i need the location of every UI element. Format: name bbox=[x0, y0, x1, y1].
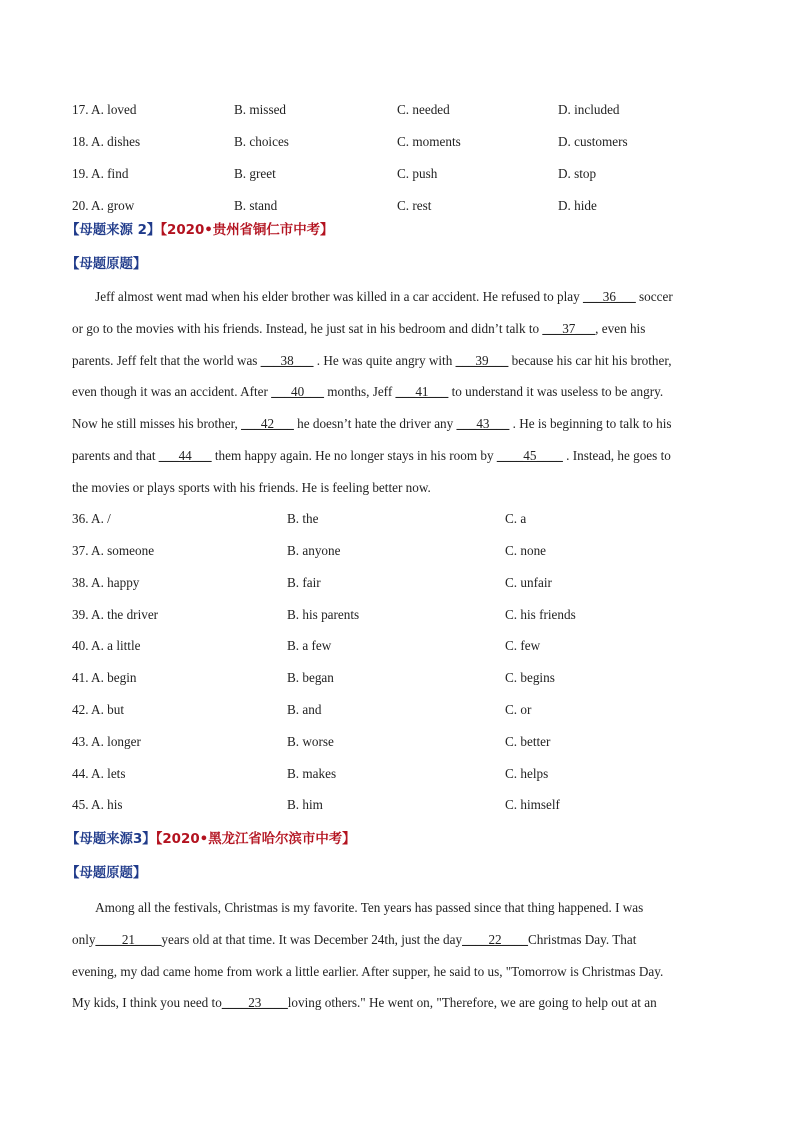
text: or go to the movies with his friends. Instead, he just sat in his bedroom and didn’t talk to bbox=[72, 320, 543, 336]
passage-3 bbox=[72, 892, 720, 1019]
blank-21: ____21____ bbox=[95, 931, 162, 947]
passage-line bbox=[72, 956, 720, 988]
option-a: 40. A. a little bbox=[72, 638, 141, 653]
blank-39: ___39___ bbox=[455, 352, 509, 368]
blank-23: ____23____ bbox=[221, 995, 288, 1011]
original-heading-2 bbox=[66, 255, 146, 275]
option-c: C. begins bbox=[505, 670, 555, 685]
option-b: B. anyone bbox=[287, 543, 341, 558]
source-heading-3 bbox=[66, 830, 356, 850]
passage-line bbox=[72, 345, 720, 377]
option-a: 17. A. loved bbox=[72, 102, 137, 117]
option-c: C. needed bbox=[397, 102, 450, 117]
passage-line bbox=[72, 472, 720, 504]
option-a: 41. A. begin bbox=[72, 670, 137, 685]
text: years old at that time. It was December 24th, just the day bbox=[161, 931, 463, 947]
passage-line bbox=[72, 281, 720, 313]
source-heading-2 bbox=[66, 221, 333, 241]
original-heading-3 bbox=[66, 864, 146, 884]
option-c: C. his friends bbox=[505, 607, 576, 622]
option-row-17 bbox=[72, 100, 732, 120]
option-b: B. began bbox=[287, 670, 334, 685]
option-b: B. choices bbox=[234, 134, 289, 149]
option-b: B. missed bbox=[234, 102, 287, 117]
option-a: 36. A. / bbox=[72, 511, 111, 526]
blank-43: ___43___ bbox=[456, 416, 510, 432]
blank-45: ____45____ bbox=[496, 447, 563, 463]
option-row-43 bbox=[72, 732, 732, 752]
option-c: C. few bbox=[505, 638, 541, 653]
option-a: 45. A. his bbox=[72, 797, 123, 812]
option-c: C. a bbox=[505, 511, 527, 526]
option-a: 44. A. lets bbox=[72, 766, 126, 781]
option-row-44 bbox=[72, 764, 732, 784]
option-d: D. customers bbox=[558, 134, 628, 149]
option-c: C. moments bbox=[397, 134, 461, 149]
option-a: 20. A. grow bbox=[72, 198, 135, 213]
option-a: 19. A. find bbox=[72, 166, 129, 181]
option-c: C. or bbox=[505, 702, 532, 717]
option-b: B. fair bbox=[287, 575, 321, 590]
option-row-37 bbox=[72, 541, 732, 561]
option-b: B. stand bbox=[234, 198, 278, 213]
option-b: B. worse bbox=[287, 734, 334, 749]
text: Among all the festivals, Christmas is my favorite. Ten years has passed since that thing happened. I was bbox=[95, 900, 644, 915]
option-row-36 bbox=[72, 509, 732, 529]
text: months, Jeff bbox=[323, 384, 396, 400]
text: , even his bbox=[595, 320, 646, 336]
option-row-39 bbox=[72, 605, 732, 625]
text: . He was quite angry with bbox=[313, 352, 456, 368]
text: . Instead, he goes to bbox=[562, 447, 671, 463]
text: . He is beginning to talk to his bbox=[509, 416, 672, 432]
option-c: C. himself bbox=[505, 797, 560, 812]
option-a: 42. A. but bbox=[72, 702, 125, 717]
passage-line bbox=[72, 440, 720, 472]
text: the movies or plays sports with his friends. He is feeling better now. bbox=[72, 479, 431, 495]
text: parents and that bbox=[72, 447, 159, 463]
text: loving others." He went on, "Therefore, we are going to help out at an bbox=[287, 995, 657, 1011]
passage-line bbox=[72, 376, 720, 408]
blank-40: ___40___ bbox=[271, 384, 324, 400]
blank-38: ___38___ bbox=[260, 352, 314, 368]
option-row-40 bbox=[72, 636, 732, 656]
text: evening, my dad came home from work a little earlier. After supper, he said to us, "Tomorrow is Christmas Day. bbox=[72, 963, 664, 979]
option-b: B. the bbox=[287, 511, 319, 526]
option-d: D. stop bbox=[558, 166, 597, 181]
source-label: 【母题来源 2】 bbox=[66, 223, 161, 238]
passage-line bbox=[72, 987, 720, 1019]
text: My kids, I think you need to bbox=[72, 995, 222, 1011]
option-b: B. him bbox=[287, 797, 323, 812]
text: because his car hit his brother, bbox=[508, 352, 672, 368]
option-row-18 bbox=[72, 132, 732, 152]
option-b: B. his parents bbox=[287, 607, 360, 622]
passage-line bbox=[72, 924, 720, 956]
original-label: 【母题原题】 bbox=[66, 866, 147, 881]
option-c: C. helps bbox=[505, 766, 549, 781]
blank-37: ___37___ bbox=[542, 320, 596, 336]
option-c: C. push bbox=[397, 166, 438, 181]
option-c: C. rest bbox=[397, 198, 432, 213]
option-row-45 bbox=[72, 795, 732, 815]
option-b: B. greet bbox=[234, 166, 276, 181]
option-a: 38. A. happy bbox=[72, 575, 140, 590]
option-a: 39. A. the driver bbox=[72, 607, 159, 622]
text: even though it was an accident. After bbox=[72, 384, 272, 400]
option-row-38 bbox=[72, 573, 732, 593]
blank-22: ____22____ bbox=[462, 931, 528, 947]
option-c: C. none bbox=[505, 543, 547, 558]
passage-line bbox=[72, 313, 720, 345]
option-row-42 bbox=[72, 700, 732, 720]
original-label: 【母题原题】 bbox=[66, 257, 147, 272]
text: to understand it was useless to be angry. bbox=[448, 384, 664, 400]
text: parents. Jeff felt that the world was bbox=[72, 352, 261, 368]
text: soccer bbox=[635, 289, 673, 304]
source-detail: 【2020•黑龙江省哈尔滨市中考】 bbox=[155, 832, 356, 847]
option-b: B. makes bbox=[287, 766, 337, 781]
option-a: 37. A. someone bbox=[72, 543, 155, 558]
source-label: 【母题来源3】 bbox=[66, 832, 156, 847]
option-b: B. and bbox=[287, 702, 322, 717]
blank-41: ___41___ bbox=[395, 384, 449, 400]
passage-line bbox=[72, 408, 720, 440]
text: Now he still misses his brother, bbox=[72, 416, 242, 432]
text: them happy again. He no longer stays in his room by bbox=[211, 447, 497, 463]
option-row-41 bbox=[72, 668, 732, 688]
option-d: D. hide bbox=[558, 198, 597, 213]
blank-44: ___44___ bbox=[158, 447, 212, 463]
option-d: D. included bbox=[558, 102, 620, 117]
text: he doesn’t hate the driver any bbox=[293, 416, 457, 432]
blank-36: ___36___ bbox=[582, 289, 636, 304]
option-row-20 bbox=[72, 196, 732, 216]
option-row-19 bbox=[72, 164, 732, 184]
passage-2 bbox=[72, 281, 720, 504]
text: only bbox=[72, 931, 96, 947]
blank-42: ___42___ bbox=[241, 416, 294, 432]
option-c: C. better bbox=[505, 734, 551, 749]
option-b: B. a few bbox=[287, 638, 332, 653]
option-a: 18. A. dishes bbox=[72, 134, 141, 149]
option-a: 43. A. longer bbox=[72, 734, 141, 749]
text: Jeff almost went mad when his elder brother was killed in a car accident. He refused to play bbox=[95, 289, 583, 304]
option-c: C. unfair bbox=[505, 575, 552, 590]
source-detail: 【2020•贵州省铜仁市中考】 bbox=[160, 223, 334, 238]
text: Christmas Day. That bbox=[528, 931, 637, 947]
passage-line bbox=[72, 892, 720, 924]
